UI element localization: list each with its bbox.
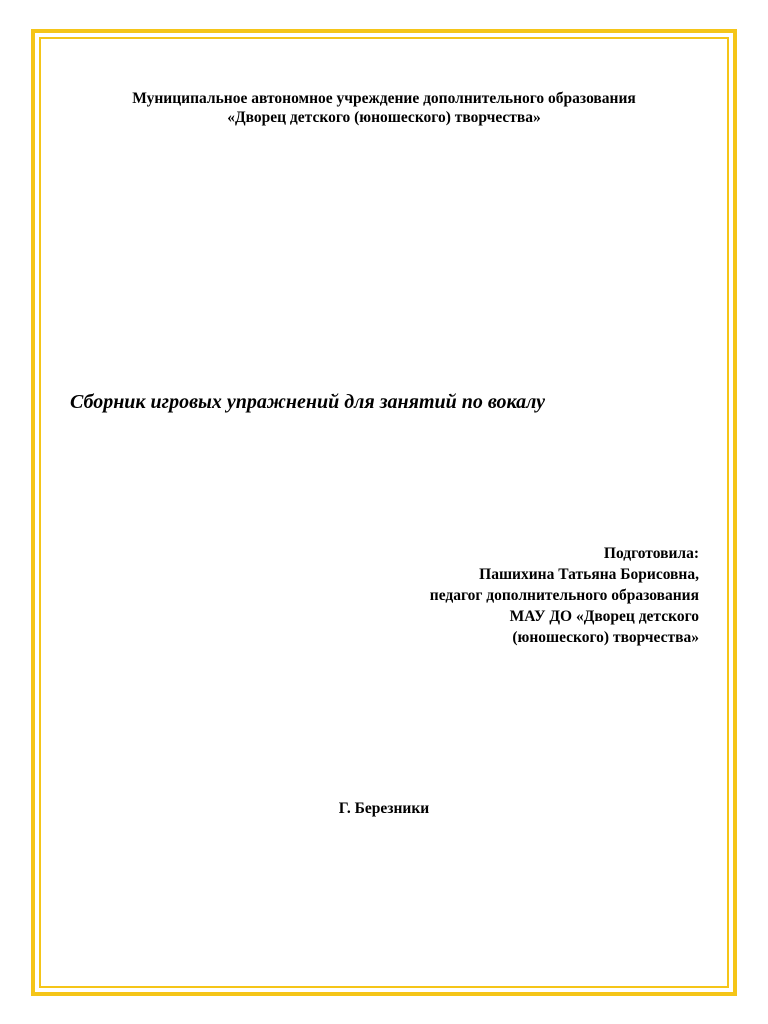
page-border-inner: [39, 37, 729, 988]
author-block: [300, 543, 699, 648]
author-position: педагог дополнительного образования: [429, 587, 699, 604]
author-org-line2: (юношеского) творчества»: [512, 629, 699, 646]
city-name: Г. Березники: [338, 800, 430, 817]
institution-header: [40, 89, 728, 127]
institution-name-line2: «Дворец детского (юношеского) творчества»: [227, 109, 541, 126]
institution-name-line1: Муниципальное автономное учреждение дополнительного образования: [132, 90, 636, 107]
document-title: Сборник игровых упражнений для занятий по вокалу: [70, 391, 546, 413]
author-label: Подготовила:: [603, 545, 699, 562]
author-org-line1: МАУ ДО «Дворец детского: [509, 608, 699, 625]
author-name: Пашихина Татьяна Борисовна,: [479, 566, 699, 583]
